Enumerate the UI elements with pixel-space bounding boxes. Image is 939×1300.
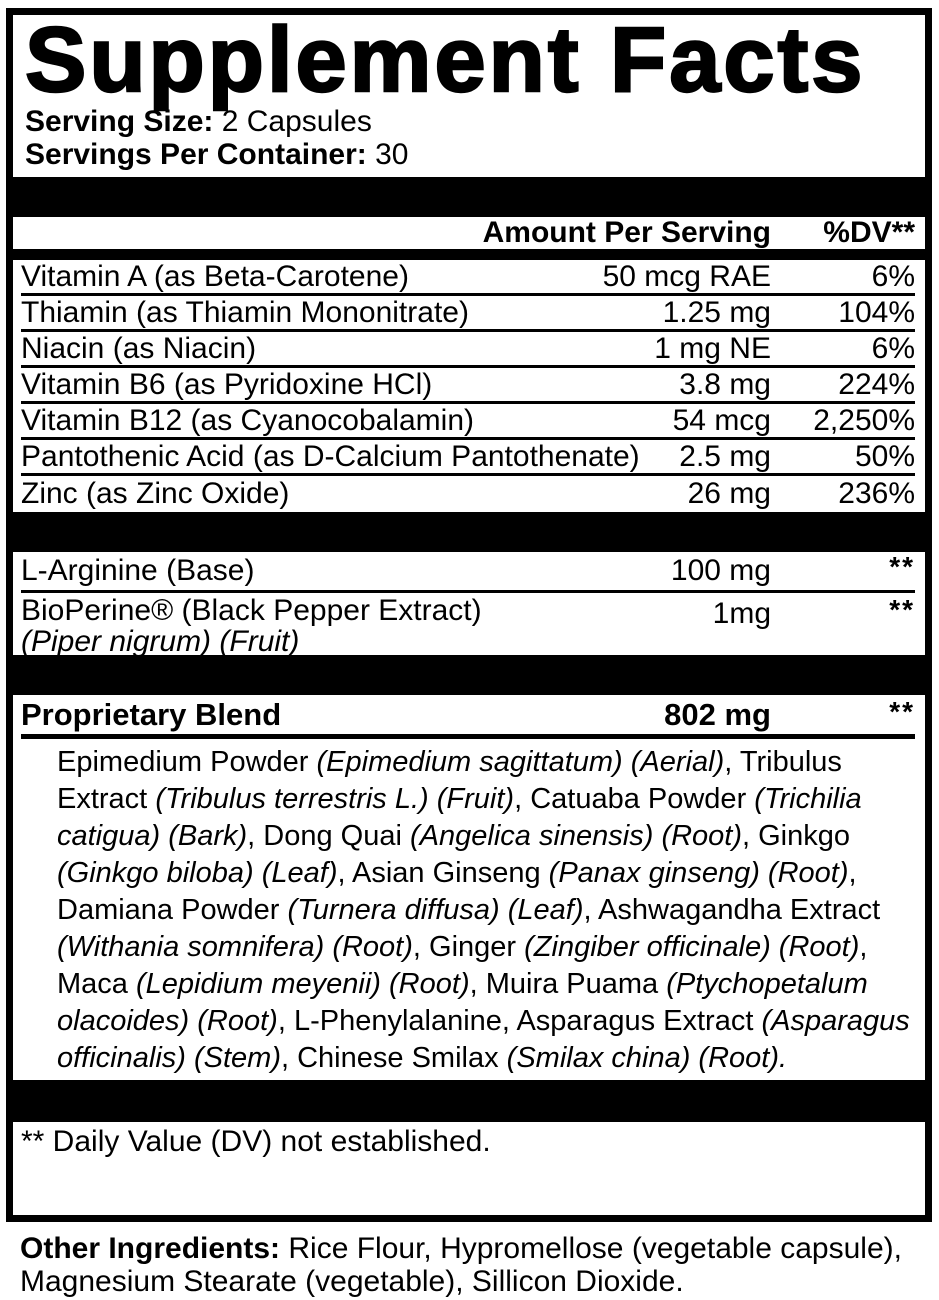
servings-per-container-label: Servings Per Container: xyxy=(25,138,367,171)
blend-dv: ** xyxy=(889,695,915,727)
nutrient-row xyxy=(21,332,915,368)
nutrient-amount: 54 mcg xyxy=(672,403,771,437)
nutrient-dv: 50% xyxy=(854,439,915,473)
nutrient-row xyxy=(21,368,915,404)
servings-per-container-value: 30 xyxy=(375,138,409,171)
ingredient-dv: ** xyxy=(889,594,915,625)
ingredient-name xyxy=(21,595,713,657)
nutrient-name: Niacin (as Niacin) xyxy=(21,331,257,365)
nutrient-dv: 2,250% xyxy=(813,403,915,437)
table-header-row xyxy=(21,217,915,249)
supplement-facts-panel xyxy=(6,8,932,1222)
panel-title: Supplement Facts xyxy=(25,9,866,111)
bioperine-botanical-line: (Piper nigrum) (Fruit) xyxy=(21,625,300,658)
bioperine-row xyxy=(21,593,915,658)
nutrient-dv: 224% xyxy=(838,367,915,401)
ingredient-amount: 100 mg xyxy=(670,554,771,587)
nutrient-name: Vitamin B12 (as Cyanocobalamin) xyxy=(21,403,475,437)
nutrient-amount: 1 mg NE xyxy=(654,331,771,365)
ingredient-name: L-Arginine (Base) xyxy=(21,554,255,587)
nutrient-row xyxy=(21,260,915,296)
other-ingredients xyxy=(20,1232,922,1298)
nutrient-name: Vitamin B6 (as Pyridoxine HCl) xyxy=(21,367,433,401)
nutrient-row xyxy=(21,296,915,332)
dv-footnote: ** Daily Value (DV) not established. xyxy=(21,1125,491,1158)
nutrient-amount: 26 mg xyxy=(687,477,771,510)
nutrient-dv: 6% xyxy=(871,259,915,293)
nutrient-amount: 50 mcg RAE xyxy=(602,259,771,293)
section-divider-bar xyxy=(13,1080,925,1122)
nutrient-dv: 236% xyxy=(838,477,915,510)
header-divider-bar xyxy=(13,249,925,260)
blend-amount: 802 mg xyxy=(664,696,771,732)
nutrient-amount: 2.5 mg xyxy=(679,439,771,473)
arginine-row xyxy=(21,552,915,593)
serving-size-value: 2 Capsules xyxy=(221,105,372,138)
amount-per-serving-header: Amount Per Serving xyxy=(482,216,771,249)
nutrient-row xyxy=(21,404,915,440)
ingredient-amount: 1mg xyxy=(712,597,771,630)
nutrient-name: Pantothenic Acid (as D-Calcium Pantothenate) xyxy=(21,439,640,473)
blend-name: Proprietary Blend xyxy=(21,696,282,732)
serving-size-label: Serving Size: xyxy=(25,105,214,138)
blend-ingredients-text: Epimedium Powder (Epimedium sagittatum) (Aerial), Tribulus Extract (Tribulus terrestris L.) (Fruit), Catuaba Powder (Trichilia catigua) (Bark), Dong Quai (Angelica sinensis) (Root), Ginkgo (Ginkgo biloba) (Leaf), Asian Ginseng (Panax ginseng) (Root), Damiana Powder (Turnera diffusa) (Leaf), Ashwagandha Extract (Withania somnifera) (Root), Ginger (Zingiber officinale) (Root), Maca (Lepidium meyenii) (Root), Muira Puama (Ptychopetalum olacoides) (Root), L-Phenylalanine, Asparagus Extract (Asparagus officinalis) (Stem), Chinese Smilax (Smilax china) (Root). xyxy=(57,746,910,1074)
nutrient-dv: 6% xyxy=(871,331,915,365)
other-ingredients-label: Other Ingredients: xyxy=(20,1232,281,1265)
section-divider-bar xyxy=(13,177,925,217)
dv-header: %DV** xyxy=(823,216,915,249)
nutrient-name: Zinc (as Zinc Oxide) xyxy=(21,477,290,510)
nutrient-row xyxy=(21,440,915,476)
nutrient-amount: 3.8 mg xyxy=(679,367,771,401)
nutrient-row xyxy=(21,476,915,512)
section-divider-bar xyxy=(13,655,925,695)
nutrient-name: Vitamin A (as Beta-Carotene) xyxy=(21,259,409,293)
nutrient-dv: 104% xyxy=(838,295,915,329)
other-ingredients-text: Rice Flour, Hypromellose (vegetable capsule), Magnesium Stearate (vegetable), Sillicon Dioxide. xyxy=(20,1232,902,1298)
bioperine-name-line: BioPerine® (Black Pepper Extract) xyxy=(21,594,482,627)
ingredient-dv: ** xyxy=(889,551,915,582)
nutrient-amount: 1.25 mg xyxy=(662,295,771,329)
section-divider-bar xyxy=(13,512,925,552)
servings-per-container-line xyxy=(21,138,915,171)
proprietary-blend-row xyxy=(21,695,915,739)
nutrient-name: Thiamin (as Thiamin Mononitrate) xyxy=(21,295,469,329)
